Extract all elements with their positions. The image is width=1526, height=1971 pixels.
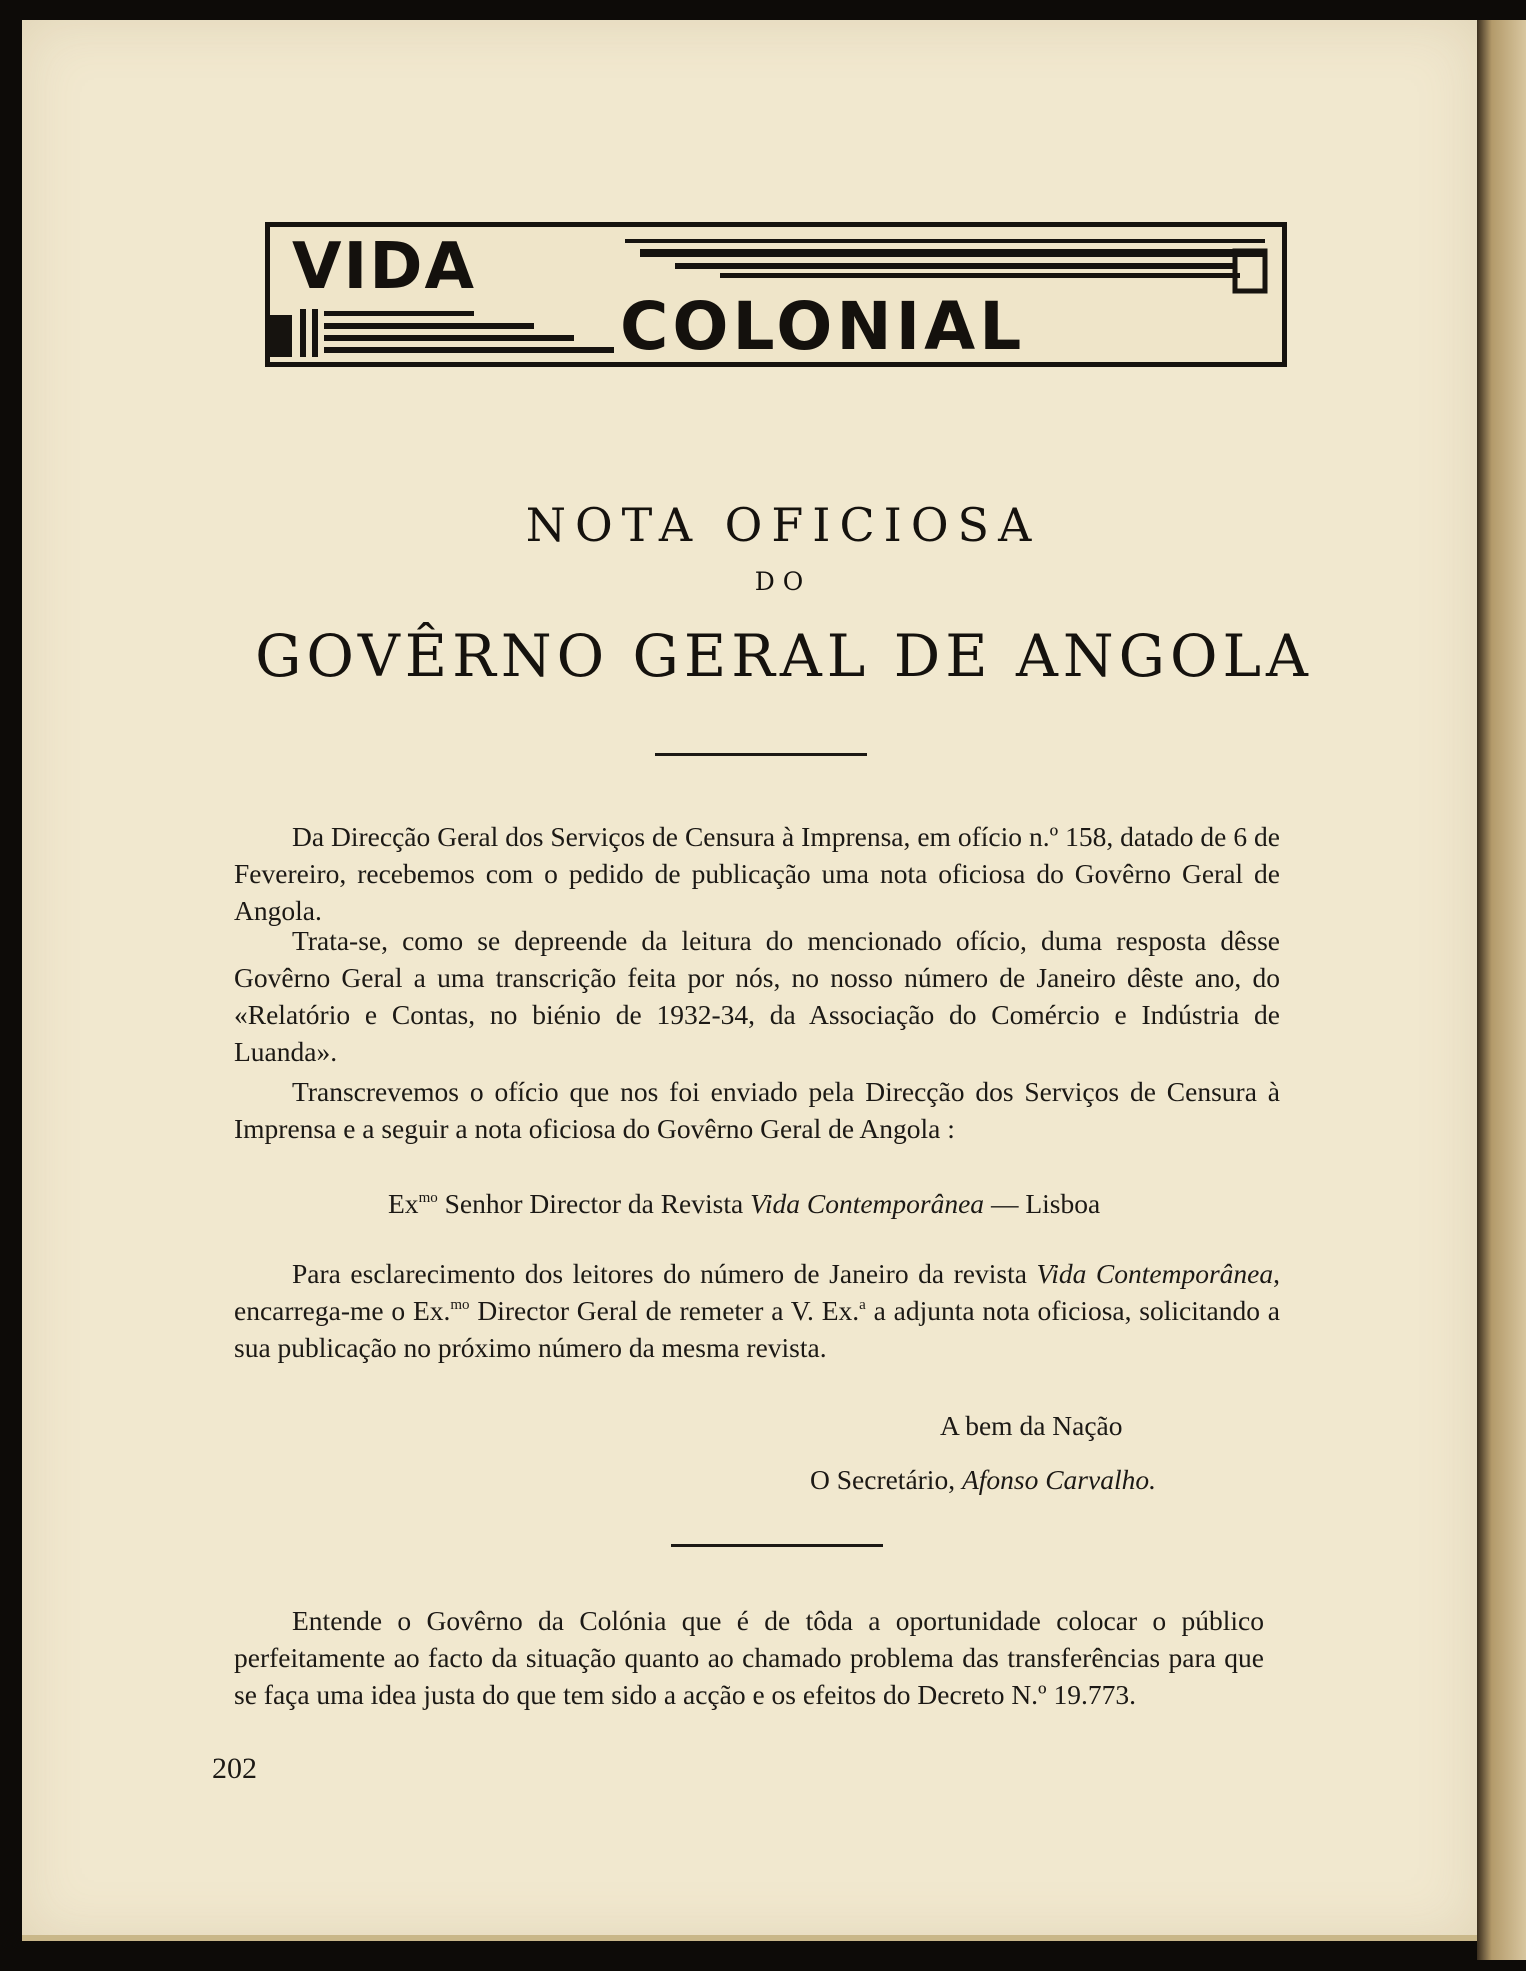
banner-word-colonial: COLONIAL <box>620 288 1026 365</box>
letter-signature: O Secretário, Afonso Carvalho. <box>810 1464 1156 1495</box>
paragraph-3: Transcrevemos o ofício que nos foi enviado pela Direcção dos Serviços de Censura à Imprensa e a seguir a nota oficiosa do Govêrno Geral de Angola : <box>234 1076 1280 1144</box>
letter-closing: A bem da Nação <box>940 1410 1123 1441</box>
page-edge <box>1477 20 1526 1960</box>
paragraph-1: Da Direcção Geral dos Serviços de Censura à Imprensa, em ofício n.º 158, datado de 6 de Fevereiro, recebemos com o pedido de publicação uma nota oficiosa do Govêrno Geral de Angola. <box>234 821 1280 926</box>
heading-do: DO <box>754 567 812 596</box>
banner-word-vida: VIDA <box>292 230 476 304</box>
page-bottom-edge <box>22 1935 1477 1941</box>
page-number: 202 <box>212 1752 257 1785</box>
divider-rule-2 <box>671 1544 883 1547</box>
paragraph-final: Entende o Govêrno da Colónia que é de tôda a oportunidade colocar o público perfeitamente ao facto da situação quanto ao chamado problema das transferências para que se faça uma idea justa do que tem sido a acção e os efeitos do Decreto N.º 19.773. <box>234 1605 1264 1710</box>
heading-nota-oficiosa: NOTA OFICIOSA <box>525 498 1041 552</box>
divider-rule <box>655 753 867 756</box>
letter-body: Para esclarecimento dos leitores do número de Janeiro da revista Vida Contemporânea, encarrega-me o Ex.$^{mo}$ Director Geral de remeter a V. Ex.$^a$ a adjunta nota oficiosa, solicitando a sua publicação no próximo número da mesma revista. <box>234 1258 1281 1363</box>
section-banner <box>265 222 1287 367</box>
heading-governo-geral: GOVÊRNO GERAL DE ANGOLA <box>255 622 1313 690</box>
paragraph-2: Trata-se, como se depreende da leitura do mencionado ofício, duma resposta dêsse Govêrno Geral a uma transcrição feita por nós, no nosso número de Janeiro dêste ano, do «Relatório e Contas, no biénio de 1932-34, da Associação do Comércio e Indústria de Luanda». <box>234 925 1280 1067</box>
letter-address: $Ex^{mo}$ Senhor Director da Revista Vida Contemporânea — Lisboa <box>388 1188 1101 1219</box>
